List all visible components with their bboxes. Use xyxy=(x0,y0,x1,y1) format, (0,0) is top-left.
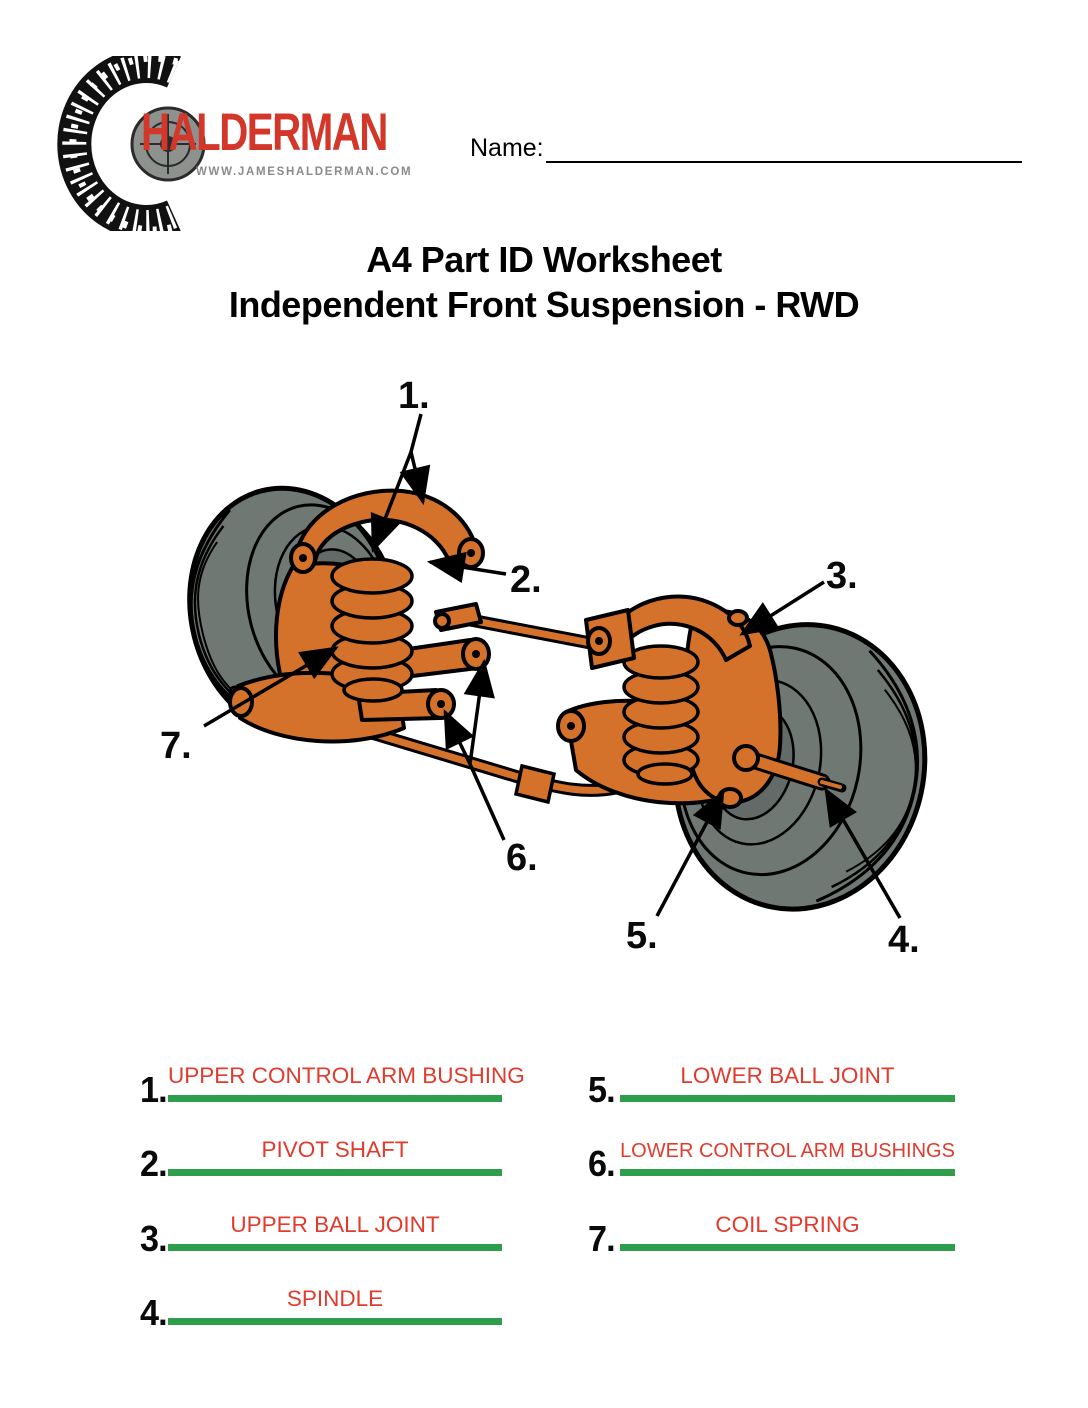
brand-text: HALDERMAN xyxy=(141,103,387,162)
diagram-label-4: 4. xyxy=(888,919,920,960)
name-label: Name: xyxy=(470,134,544,162)
answer-text: UPPER CONTROL ARM BUSHING xyxy=(168,1063,525,1088)
diagram-label-7: 7. xyxy=(160,725,192,767)
diagram-label-6: 6. xyxy=(506,837,538,879)
title-line-1: A4 Part ID Worksheet xyxy=(366,239,722,280)
answer-number: 1. xyxy=(140,1069,167,1110)
answer-row-6 xyxy=(588,1122,955,1184)
answer-blank-line xyxy=(620,1244,955,1251)
answer-row-7 xyxy=(588,1197,955,1259)
answer-text: PIVOT SHAFT xyxy=(261,1137,409,1162)
answer-number: 6. xyxy=(588,1143,615,1184)
name-blank-line xyxy=(546,133,1022,163)
answer-text: UPPER BALL JOINT xyxy=(230,1212,440,1237)
answer-blank-line xyxy=(620,1169,955,1176)
answer-blank-line xyxy=(168,1169,502,1176)
answer-blank-line xyxy=(168,1095,502,1102)
answer-text: LOWER BALL JOINT xyxy=(680,1063,895,1088)
answer-row-2 xyxy=(140,1122,502,1184)
right-coil-spring xyxy=(624,646,698,784)
website-text: WWW.JAMESHALDERMAN.COM xyxy=(196,166,413,178)
answer-blank-line xyxy=(168,1244,502,1251)
title-line-2: Independent Front Suspension - RWD xyxy=(228,284,860,325)
diagram-label-5: 5. xyxy=(626,915,658,957)
upper-ball-joint xyxy=(729,611,747,625)
answer-number: 7. xyxy=(588,1218,615,1259)
answer-row-5 xyxy=(588,1048,955,1110)
name-field xyxy=(470,133,1022,163)
answer-text: SPINDLE xyxy=(286,1286,384,1311)
halderman-logo xyxy=(56,56,413,236)
answer-text: COIL SPRING xyxy=(715,1212,860,1237)
answer-number: 4. xyxy=(140,1292,167,1333)
answer-blank-line xyxy=(620,1095,955,1102)
answer-blank-line xyxy=(168,1318,502,1325)
diagram-label-1: 1. xyxy=(398,375,430,417)
left-coil-spring xyxy=(332,559,412,701)
answer-row-1 xyxy=(140,1048,525,1110)
diagram-label-2: 2. xyxy=(510,559,542,601)
suspension-diagram xyxy=(140,360,940,960)
answer-number: 3. xyxy=(140,1218,167,1259)
arrow-6b xyxy=(470,662,484,764)
arrow-1a xyxy=(373,414,421,550)
answer-row-3 xyxy=(140,1197,502,1259)
answer-number: 5. xyxy=(588,1069,615,1110)
answer-number: 2. xyxy=(140,1143,167,1184)
worksheet-title xyxy=(0,237,1088,327)
answer-row-4 xyxy=(140,1271,502,1333)
diagram-label-3: 3. xyxy=(826,555,858,597)
answer-text: LOWER CONTROL ARM BUSHINGS xyxy=(620,1140,955,1162)
